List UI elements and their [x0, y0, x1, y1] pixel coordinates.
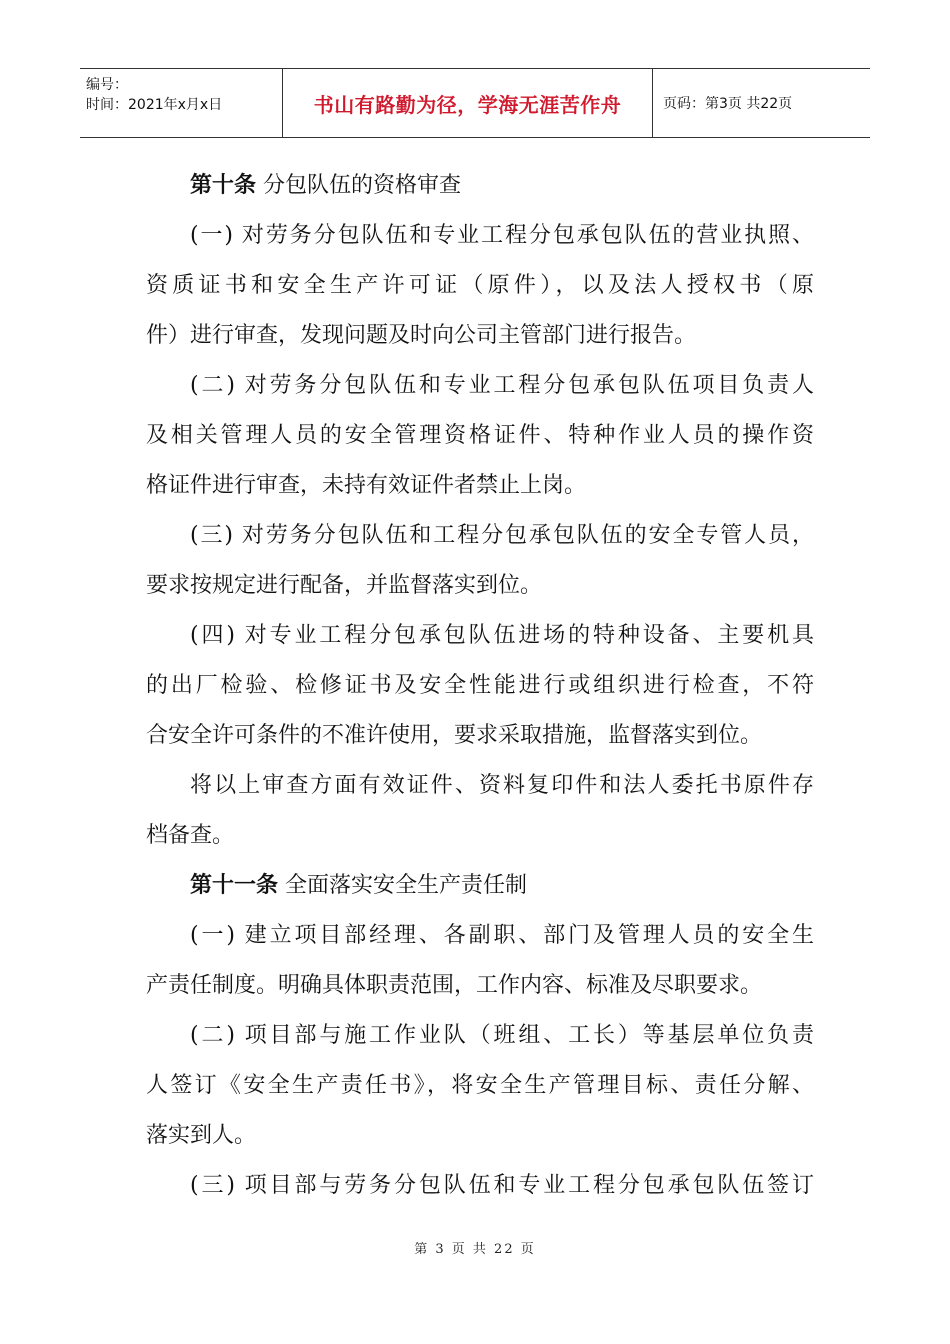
- header-table: [80, 68, 870, 138]
- text-line: (一) 建立项目部经理、各副职、部门及管理人员的安全生: [190, 923, 814, 948]
- text-line: 人签订《安全生产责任书》，将安全生产管理目标、责任分解、: [146, 1073, 814, 1098]
- text-line: (二) 项目部与施工作业队（班组、工长）等基层单位负责: [190, 1023, 814, 1048]
- article-11-subject: 全面落实安全生产责任制: [285, 873, 528, 898]
- header-page-label: 页码：第3页 共22页: [663, 96, 793, 112]
- text-line: 落实到人。: [146, 1123, 257, 1148]
- article-11-heading: [146, 863, 814, 913]
- text-line: 合安全许可条件的不准许使用，要求采取措施，监督落实到位。: [146, 723, 763, 748]
- header-meta: [80, 69, 283, 137]
- text-line: (三) 项目部与劳务分包队伍和专业工程分包承包队伍签订: [190, 1173, 814, 1198]
- text-line: 产责任制度。明确具体职责范围，工作内容、标准及尽职要求。: [146, 973, 763, 998]
- date-label: 时间：2021年x月x日: [86, 97, 223, 113]
- text-line: 档备查。: [146, 823, 235, 848]
- text-line: (二) 对劳务分包队伍和专业工程分包承包队伍项目负责人: [190, 373, 814, 398]
- text-line: 资质证书和安全生产许可证（原件），以及法人授权书（原: [146, 273, 814, 298]
- text-line: 及相关管理人员的安全管理资格证件、特种作业人员的操作资: [146, 423, 814, 448]
- text-line: 将以上审查方面有效证件、资料复印件和法人委托书原件存: [190, 773, 814, 798]
- text-line: 要求按规定进行配备，并监督落实到位。: [146, 573, 543, 598]
- article-10-subject: 分包队伍的资格审查: [263, 173, 462, 198]
- text-line: (一) 对劳务分包队伍和专业工程分包承包队伍的营业执照、: [190, 223, 814, 248]
- document-body: [146, 163, 814, 1213]
- text-line: (三) 对劳务分包队伍和工程分包承包队伍的安全专管人员，: [190, 523, 814, 548]
- header-motto: 书山有路勤为径，学海无涯苦作舟: [283, 69, 653, 137]
- text-line: 格证件进行审查，未持有效证件者禁止上岗。: [146, 473, 587, 498]
- text-line: (四) 对专业工程分包承包队伍进场的特种设备、主要机具: [190, 623, 814, 648]
- text-line: 的出厂检验、检修证书及安全性能进行或组织进行检查，不符: [146, 673, 814, 698]
- article-10-heading: [146, 163, 814, 213]
- page-footer: 第 3 页 共 22 页: [414, 1242, 536, 1257]
- text-line: 件）进行审查，发现问题及时向公司主管部门进行报告。: [146, 323, 697, 348]
- article-11-title: 第十一条: [190, 873, 279, 898]
- number-label: 编号：: [86, 77, 128, 93]
- article-10-title: 第十条: [190, 173, 257, 198]
